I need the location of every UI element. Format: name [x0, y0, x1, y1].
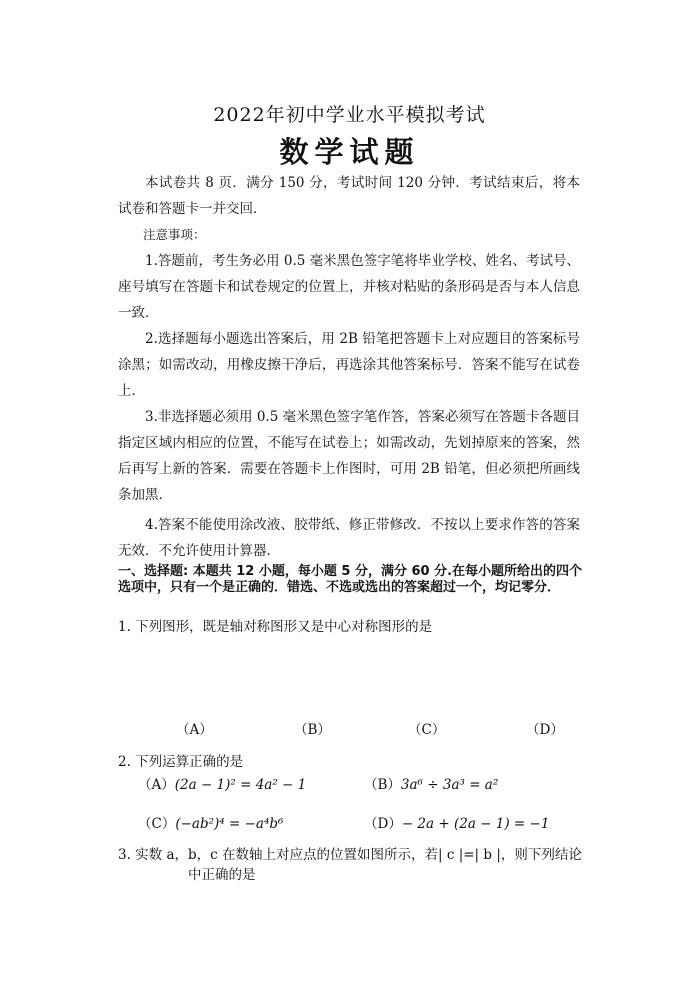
- q1-option-d: （D）: [526, 722, 564, 738]
- q2-option-d: [364, 812, 549, 832]
- q1-option-a: （A）: [176, 722, 213, 738]
- note-item-3: 3.非选择题必须用 0.5 毫米黑色签字笔作答，答案必须写在答题卡各题目指定区域内相应的位置，不能写在试卷上；如需改动，先划掉原来的答案，然后再写上新的答案．需要在答题卡上作图时，可用 2B 铅笔，但必须把所画线条加黑．: [118, 409, 580, 503]
- note-item-2: 2.选择题每小题选出答案后，用 2B 铅笔把答题卡上对应题目的答案标号涂黑；如需改动，用橡皮擦干净后，再选涂其他答案标号．答案不能写在试卷上．: [118, 331, 580, 399]
- q1-option-c: （C）: [408, 722, 446, 738]
- q2-option-a-expr: (2a − 1)² = 4a² − 1: [174, 777, 307, 793]
- q2-option-d-expr: − 2a + (2a − 1) = −1: [401, 816, 550, 832]
- q2-option-c-expr: (−ab²)⁴ = −a⁴b⁶: [175, 816, 284, 832]
- question-3-stem-line2: 中正确的是: [188, 867, 256, 883]
- q2-option-c-label: （C）: [138, 816, 176, 832]
- q2-option-b-label: （B）: [364, 777, 401, 793]
- question-1-stem: 1. 下列图形，既是轴对称图形又是中心对称图形的是: [118, 619, 433, 635]
- section-heading-choice: 一、选择题: 本题共 12 小题，每小题 5 分，满分 60 分.在每小题所给出的四个选项中，只有一个是正确的．错选、不选或选出的答案超过一个，均记零分．: [118, 564, 583, 595]
- q2-option-c: [138, 812, 283, 832]
- q2-option-a-label: （A）: [138, 777, 175, 793]
- q1-option-b: （B）: [294, 722, 331, 738]
- q2-option-a: [138, 773, 306, 793]
- q2-option-d-label: （D）: [364, 816, 402, 832]
- note-item-1: 1.答题前，考生务必用 0.5 毫米黑色签字笔将毕业学校、姓名、考试号、座号填写在答题卡和试卷规定的位置上，并核对粘贴的条形码是否与本人信息一致．: [118, 253, 580, 321]
- exam-subject-title: 数学试题: [279, 135, 420, 169]
- exam-title: 2022年初中学业水平模拟考试: [213, 104, 486, 126]
- question-2-stem: 2. 下列运算正确的是: [118, 754, 244, 770]
- notes-heading: 注意事项：: [143, 227, 206, 242]
- q2-option-b: [364, 773, 498, 793]
- question-3-stem-line1: 3. 实数 a，b，c 在数轴上对应点的位置如图所示，若| c |=| b |，则下列结论: [118, 847, 582, 863]
- intro-paragraph: 本试卷共 8 页．满分 150 分，考试时间 120 分钟．考试结束后，将本试卷和答题卡一并交回．: [118, 175, 580, 217]
- q2-option-b-expr: 3a⁶ ÷ 3a³ = a²: [400, 777, 499, 793]
- note-item-4: 4.答案不能使用涂改液、胶带纸、修正带修改．不按以上要求作答的答案无效．不允许使用计算器．: [118, 517, 580, 559]
